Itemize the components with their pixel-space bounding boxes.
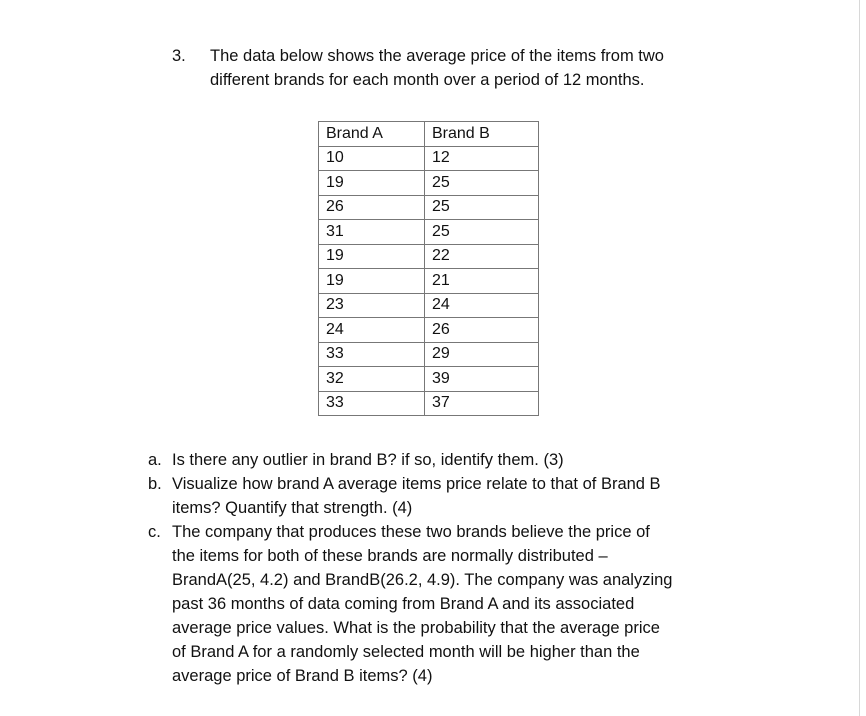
table-cell: 25: [425, 171, 539, 196]
table-row: [319, 269, 539, 294]
table-cell: 21: [425, 269, 539, 294]
table-cell: 22: [425, 244, 539, 269]
table-cell: 32: [319, 367, 425, 392]
part-a-line: Is there any outlier in brand B? if so, identify them. (3): [172, 451, 564, 469]
table-cell: 31: [319, 220, 425, 245]
table-cell: 25: [425, 220, 539, 245]
table-row: [319, 342, 539, 367]
table-cell: 19: [319, 244, 425, 269]
question-line: different brands for each month over a period of 12 months.: [210, 71, 645, 89]
table-row: [319, 293, 539, 318]
table-cell: 33: [319, 391, 425, 416]
column-header: Brand A: [319, 122, 425, 147]
table-cell: 25: [425, 195, 539, 220]
table-cell: 24: [319, 318, 425, 343]
table-row: [319, 391, 539, 416]
table-cell: 12: [425, 146, 539, 171]
part-label: a.: [148, 451, 162, 469]
table-cell: 24: [425, 293, 539, 318]
part-label: b.: [148, 475, 162, 493]
part-c-line: the items for both of these brands are normally distributed –: [172, 547, 608, 565]
table-cell: 39: [425, 367, 539, 392]
table-row: [319, 195, 539, 220]
part-c-line: of Brand A for a randomly selected month will be higher than the: [172, 643, 640, 661]
table-cell: 23: [319, 293, 425, 318]
part-b-line: items? Quantify that strength. (4): [172, 499, 413, 517]
table-cell: 37: [425, 391, 539, 416]
table-cell: 26: [425, 318, 539, 343]
price-table: [318, 121, 539, 416]
part-c-line: past 36 months of data coming from Brand A and its associated: [172, 595, 635, 613]
table-cell: 33: [319, 342, 425, 367]
question-number: 3.: [172, 47, 186, 65]
table-cell: 19: [319, 269, 425, 294]
part-c-line: BrandA(25, 4.2) and BrandB(26.2, 4.9). The company was analyzing: [172, 571, 673, 589]
table-header-row: [319, 122, 539, 147]
table-row: [319, 146, 539, 171]
table-row: [319, 367, 539, 392]
part-c-line: The company that produces these two brands believe the price of: [172, 523, 650, 541]
page-edge-divider: [859, 0, 860, 716]
part-label: c.: [148, 523, 161, 541]
table-row: [319, 220, 539, 245]
table-cell: 29: [425, 342, 539, 367]
table-row: [319, 171, 539, 196]
part-b-line: Visualize how brand A average items price relate to that of Brand B: [172, 475, 661, 493]
table-cell: 19: [319, 171, 425, 196]
table-cell: 10: [319, 146, 425, 171]
table-cell: 26: [319, 195, 425, 220]
table-row: [319, 318, 539, 343]
table-row: [319, 244, 539, 269]
column-header: Brand B: [425, 122, 539, 147]
part-c-line: average price of Brand B items? (4): [172, 667, 433, 685]
part-c-line: average price values. What is the probability that the average price: [172, 619, 660, 637]
question-line: The data below shows the average price of the items from two: [210, 47, 664, 65]
